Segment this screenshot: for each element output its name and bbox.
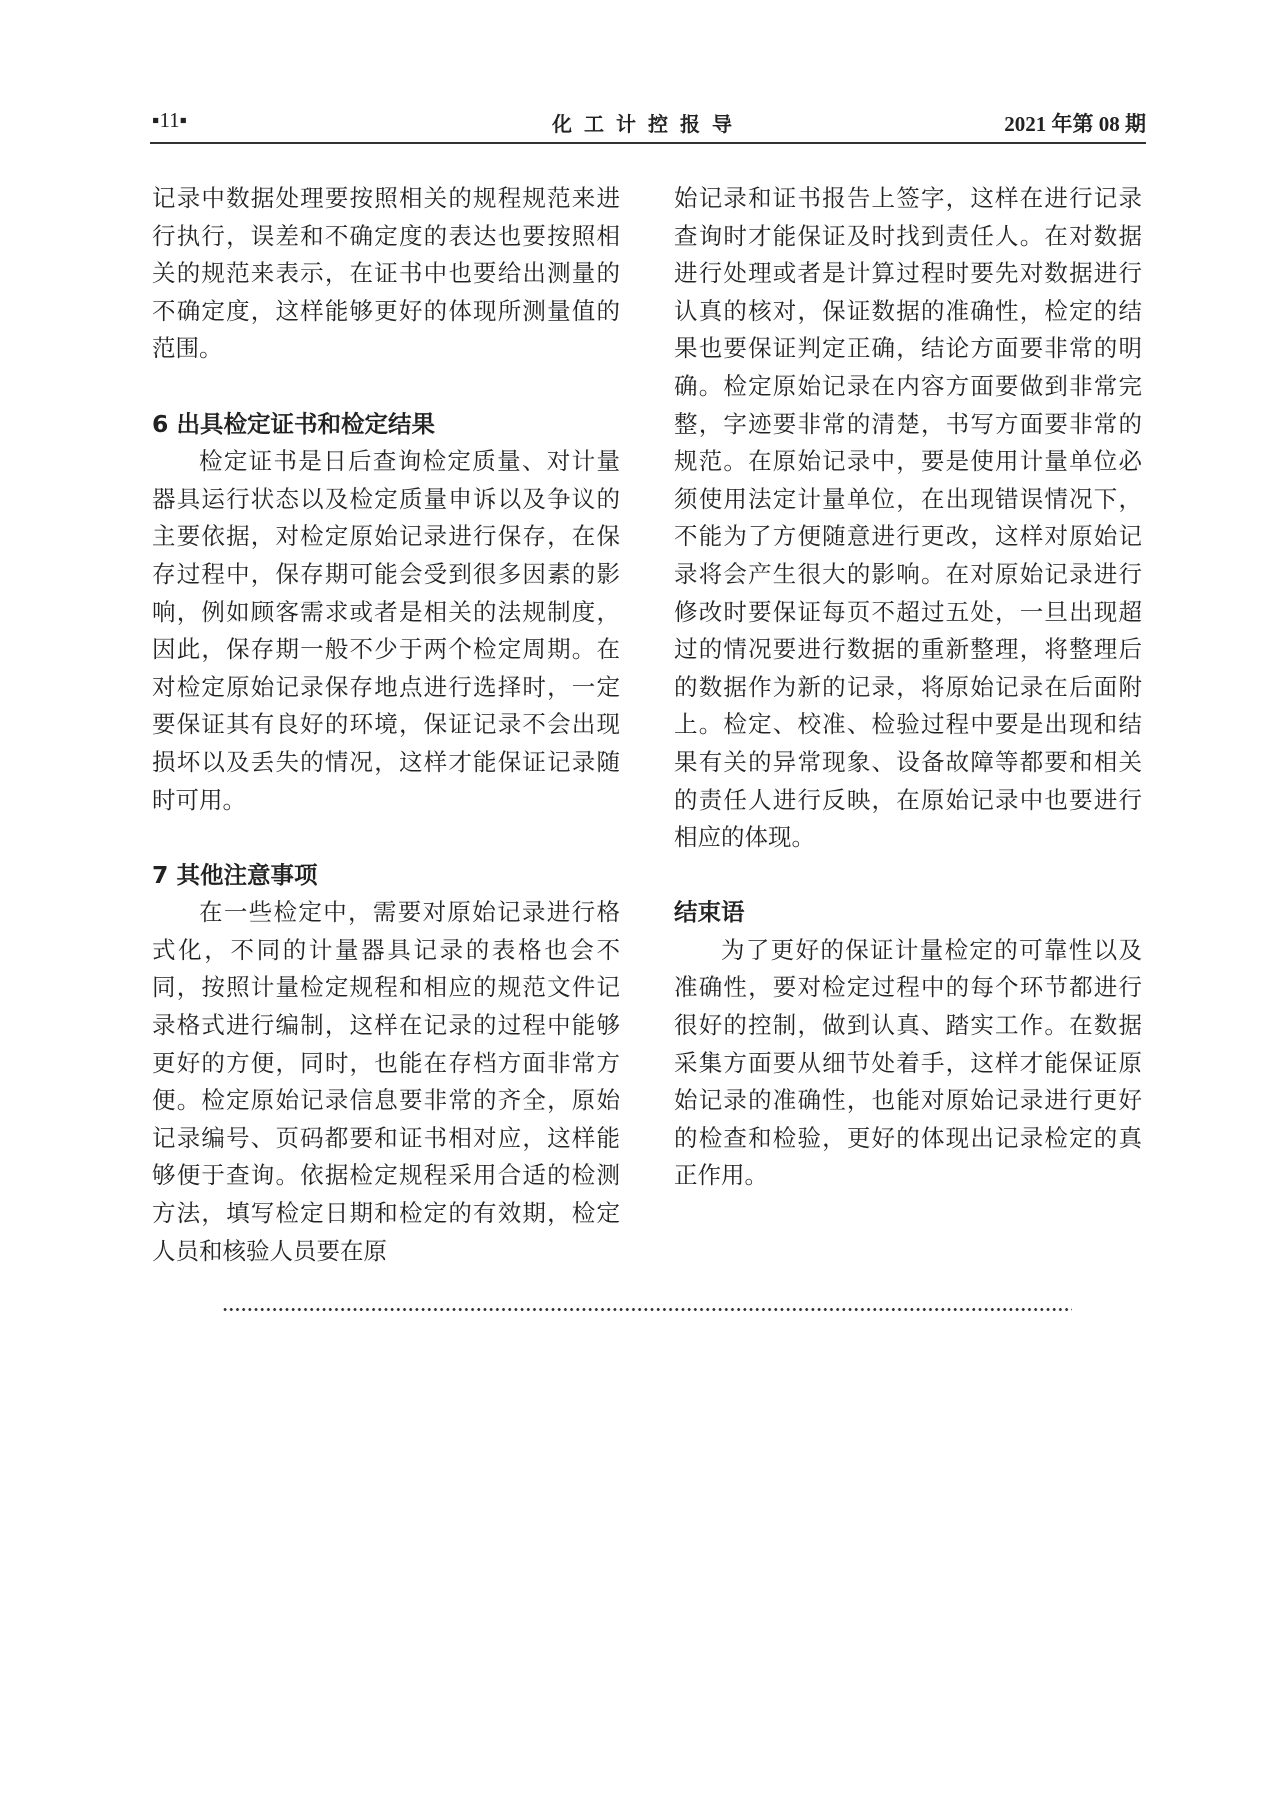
left-column: [152, 180, 620, 1270]
spacer: [674, 857, 1142, 895]
page-number: ▪11▪: [152, 108, 188, 132]
section-6-paragraph: 检定证书是日后查询检定质量、对计量器具运行状态以及检定质量申诉以及争议的主要依据，对检定原始记录进行保存，在保存过程中，保存期可能会受到很多因素的影响，例如顾客需求或者是相关的法规制度，因此，保存期一般不少于两个检定周期。在对检定原始记录保存地点进行选择时，一定要保证其有良好的环境，保证记录不会出现损坏以及丢失的情况，这样才能保证记录随时可用。: [152, 447, 620, 814]
section-heading-7: 7 其他注意事项: [152, 860, 318, 889]
spacer: [152, 368, 620, 406]
section-7-paragraph: 在一些检定中，需要对原始记录进行格式化，不同的计量器具记录的表格也会不同，按照计量检定规程和相应的规范文件记录格式进行编制，这样在记录的过程中能够更好的方便，同时，也能在存档方面非常方便。检定原始记录信息要非常的齐全，原始记录编号、页码都要和证书相对应，这样能够便于查询。依据检定规程采用合适的检测方法，填写检定日期和检定的有效期，检定人员和核验人员要在原: [152, 898, 620, 1265]
journal-title: 化工计控报导: [552, 112, 744, 136]
right-column: [674, 180, 1142, 1195]
conclusion-heading: 结束语: [674, 898, 745, 927]
issue-label: 2021 年第 08 期: [1004, 112, 1146, 136]
paragraph-continued: 记录中数据处理要按照相关的规程规范来进行执行，误差和不确定度的表达也要按照相关的规范来表示，在证书中也要给出测量的不确定度，这样能够更好的体现所测量值的范围。: [152, 184, 620, 363]
section-heading-6: 6 出具检定证书和检定结果: [152, 409, 436, 438]
running-header: [150, 104, 1146, 144]
conclusion-paragraph: 为了更好的保证计量检定的可靠性以及准确性，要对检定过程中的每个环节都进行很好的控制，做到认真、踏实工作。在数据采集方面要从细节处着手，这样才能保证原始记录的准确性，也能对原始记录进行更好的检查和检验，更好的体现出记录检定的真正作用。: [674, 935, 1142, 1190]
spacer: [152, 819, 620, 857]
dotted-separator: [222, 1308, 1072, 1311]
section-7-paragraph-continued: 始记录和证书报告上签字，这样在进行记录查询时才能保证及时找到责任人。在对数据进行处理或者是计算过程时要先对数据进行认真的核对，保证数据的准确性，检定的结果也要保证判定正确，结论方面要非常的明确。检定原始记录在内容方面要做到非常完整，字迹要非常的清楚，书写方面要非常的规范。在原始记录中，要是使用计量单位必须使用法定计量单位，在出现错误情况下，不能为了方便随意进行更改，这样对原始记录将会产生很大的影响。在对原始记录进行修改时要保证每页不超过五处，一旦出现超过的情况要进行数据的重新整理，将整理后的数据作为新的记录，将原始记录在后面附上。检定、校准、检验过程中要是出现和结果有关的异常现象、设备故障等都要和相关的责任人进行反映，在原始记录中也要进行相应的体现。: [674, 184, 1142, 852]
